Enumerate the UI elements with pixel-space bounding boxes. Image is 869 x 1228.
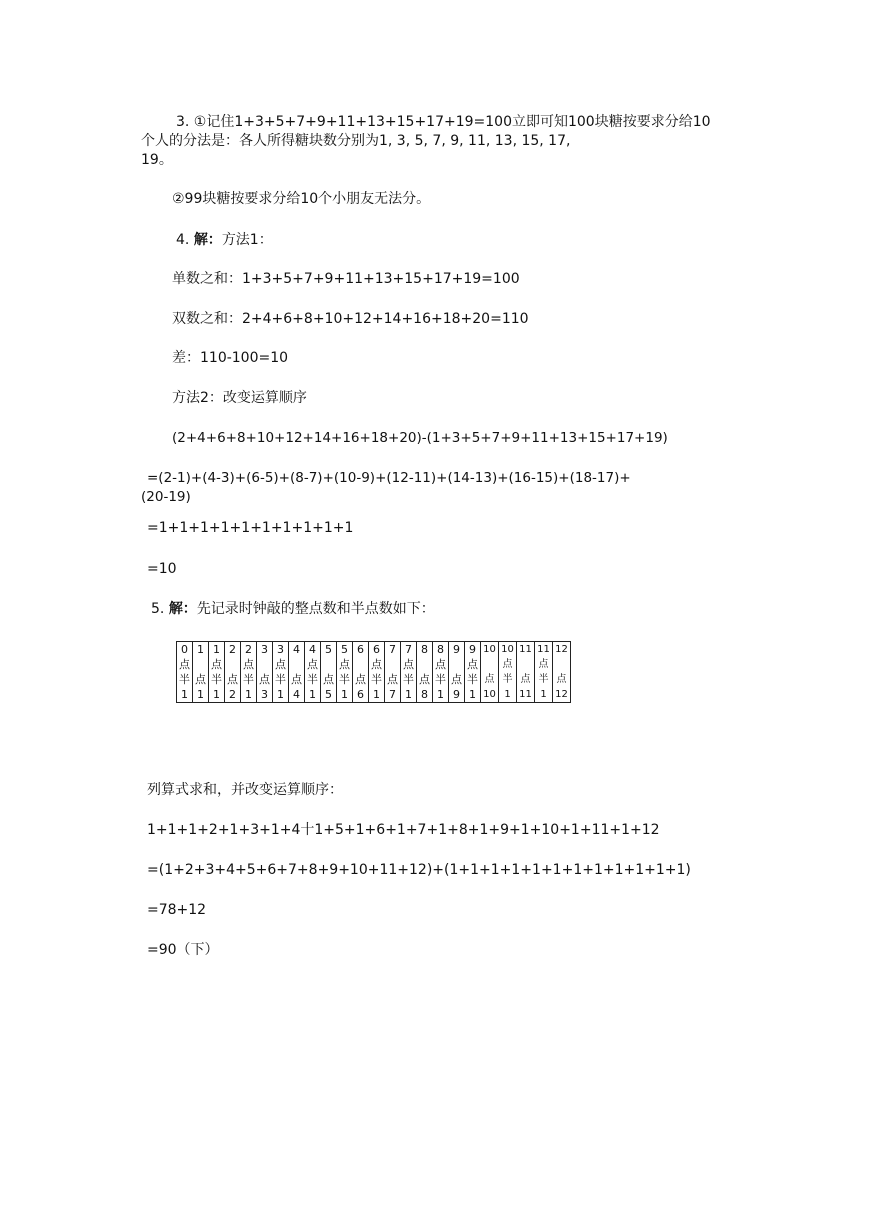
- clock-cell-text: 点: [435, 658, 446, 671]
- clock-table-cell: [209, 642, 225, 703]
- clock-table-cell: [241, 642, 257, 703]
- clock-cell-text: 6: [357, 688, 364, 701]
- clock-cell-text: 点: [556, 674, 567, 685]
- clock-cell-text: 6: [357, 643, 364, 656]
- clock-cell-text: [225, 657, 240, 672]
- clock-cell-text: 1: [373, 688, 380, 701]
- clock-cell-text: 点: [211, 658, 222, 671]
- clock-table-cell: [449, 642, 465, 703]
- q5-jie: 解：: [168, 601, 197, 617]
- clock-cell-text: 点: [355, 673, 366, 686]
- clock-cell-text: 2: [229, 688, 236, 701]
- clock-cell-text: 半: [502, 674, 513, 685]
- clock-cell-text: 11: [519, 689, 532, 700]
- clock-cell-text: 2: [245, 643, 252, 656]
- clock-cell-text: 点: [403, 658, 414, 671]
- clock-cell-text: 1: [469, 688, 476, 701]
- clock-cell-text: 点: [451, 673, 462, 686]
- clock-cell-text: 半: [243, 673, 254, 686]
- clock-cell-text: 3: [277, 643, 284, 656]
- clock-cell-text: 9: [469, 643, 476, 656]
- clock-cell-text: 半: [307, 673, 318, 686]
- clock-cell-text: 半: [435, 673, 446, 686]
- q4-expr4: =10: [147, 561, 177, 577]
- clock-cell-text: 点: [520, 674, 531, 685]
- clock-cell-text: 6: [373, 643, 380, 656]
- q3-line2: 个人的分法是：各人所得糖块数分别为1, 3, 5, 7, 9, 11, 13, 15, 17,: [141, 133, 571, 149]
- clock-cell-text: 11: [519, 644, 532, 655]
- clock-cell-text: [257, 657, 272, 672]
- clock-table-cell: [193, 642, 209, 703]
- q4-expr2b: (20-19): [141, 489, 191, 505]
- clock-table-cell: [353, 642, 369, 703]
- q4-expr2a: =(2-1)+(4-3)+(6-5)+(8-7)+(10-9)+(12-11)+(14-13)+(16-15)+(18-17)+: [147, 470, 631, 486]
- clock-cell-text: 2: [229, 643, 236, 656]
- clock-table-cell: [177, 642, 193, 703]
- clock-cell-text: [193, 657, 208, 672]
- clock-cell-text: 点: [323, 673, 334, 686]
- q3-line1: 3. ①记住1+3+5+7+9+11+13+15+17+19=100立即可知100块糖按要求分给10: [176, 114, 711, 130]
- clock-cell-text: [553, 657, 570, 672]
- clock-cell-text: 点: [195, 673, 206, 686]
- clock-cell-text: 11: [537, 644, 550, 655]
- clock-table-cell: [499, 642, 517, 703]
- q4-odd-sum: 单数之和：1+3+5+7+9+11+13+15+17+19=100: [172, 271, 520, 287]
- clock-cell-text: [481, 657, 498, 672]
- q5-sum2: =(1+2+3+4+5+6+7+8+9+10+11+12)+(1+1+1+1+1+1+1+1+1+1+1+1): [147, 862, 691, 878]
- q4-diff: 差：110-100=10: [172, 350, 289, 366]
- clock-cell-text: 5: [325, 643, 332, 656]
- clock-cell-text: 12: [555, 689, 568, 700]
- clock-cell-text: 1: [540, 689, 547, 700]
- clock-table-cell: [337, 642, 353, 703]
- q4-expr1: (2+4+6+8+10+12+14+16+18+20)-(1+3+5+7+9+11+13+15+17+19): [172, 430, 668, 446]
- clock-cell-text: 1: [309, 688, 316, 701]
- clock-cell-text: [517, 657, 534, 672]
- clock-table-cell: [225, 642, 241, 703]
- q4-method2: 方法2：改变运算顺序: [172, 390, 307, 406]
- clock-cell-text: [321, 657, 336, 672]
- clock-cell-text: 1: [405, 688, 412, 701]
- q5-intro: 先记录时钟敲的整点数和半点数如下：: [196, 601, 435, 617]
- clock-cell-text: 10: [501, 644, 514, 655]
- clock-cell-text: [353, 657, 368, 672]
- clock-cell-text: 1: [504, 689, 511, 700]
- q4-even-sum: 双数之和：2+4+6+8+10+12+14+16+18+20=110: [172, 311, 529, 327]
- clock-cell-text: 1: [213, 643, 220, 656]
- q5-header: [151, 600, 435, 618]
- clock-cell-text: 半: [211, 673, 222, 686]
- q5-list-text: 列算式求和，并改变运算顺序：: [147, 782, 343, 798]
- clock-cell-text: 8: [421, 643, 428, 656]
- clock-table-cell: [305, 642, 321, 703]
- clock-cell-text: 1: [197, 643, 204, 656]
- clock-cell-text: 8: [437, 643, 444, 656]
- q4-method1: 方法1：: [221, 232, 273, 248]
- q5-sum4: =90（下）: [147, 942, 219, 958]
- q4-jie: 解：: [193, 232, 222, 248]
- clock-cell-text: 点: [275, 658, 286, 671]
- clock-table-cell: [535, 642, 553, 703]
- clock-table-cell: [273, 642, 289, 703]
- clock-table-cell: [553, 642, 571, 703]
- clock-table-cell: [321, 642, 337, 703]
- clock-cell-text: 半: [275, 673, 286, 686]
- q5-sum3: =78+12: [147, 902, 207, 918]
- clock-cell-text: 5: [325, 688, 332, 701]
- clock-cell-text: 半: [403, 673, 414, 686]
- clock-cell-text: 点: [291, 673, 302, 686]
- clock-table-cell: [481, 642, 499, 703]
- clock-cell-text: 点: [484, 674, 495, 685]
- clock-cell-text: 点: [419, 673, 430, 686]
- clock-cell-text: 1: [197, 688, 204, 701]
- q3-line4: ②99块糖按要求分给10个小朋友无法分。: [172, 191, 431, 207]
- q4-header: [176, 231, 273, 249]
- clock-cell-text: 4: [293, 643, 300, 656]
- clock-cell-text: 3: [261, 688, 268, 701]
- clock-strike-table: [176, 641, 571, 703]
- clock-cell-text: 点: [538, 659, 549, 670]
- clock-table-cell: [433, 642, 449, 703]
- clock-cell-text: 半: [179, 673, 190, 686]
- q3-line3: 19。: [141, 152, 173, 168]
- clock-cell-text: 0: [181, 643, 188, 656]
- clock-cell-text: 1: [245, 688, 252, 701]
- clock-table-cell: [465, 642, 481, 703]
- clock-table-row: [177, 642, 571, 703]
- clock-table-cell: [401, 642, 417, 703]
- clock-cell-text: 半: [538, 674, 549, 685]
- clock-cell-text: 点: [339, 658, 350, 671]
- clock-table-cell: [289, 642, 305, 703]
- clock-table-cell: [417, 642, 433, 703]
- clock-table-cell: [369, 642, 385, 703]
- clock-table-cell: [385, 642, 401, 703]
- clock-cell-text: 9: [453, 688, 460, 701]
- clock-cell-text: 10: [483, 644, 496, 655]
- clock-cell-text: 点: [227, 673, 238, 686]
- clock-cell-text: 半: [371, 673, 382, 686]
- clock-cell-text: [289, 657, 304, 672]
- clock-cell-text: 8: [421, 688, 428, 701]
- clock-cell-text: 1: [181, 688, 188, 701]
- q5-sum1: 1+1+1+2+1+3+1+4十1+5+1+6+1+7+1+8+1+9+1+10+1+11+1+12: [147, 822, 660, 838]
- q4-expr3: =1+1+1+1+1+1+1+1+1+1: [147, 520, 354, 536]
- q4-number: 4.: [176, 232, 190, 248]
- clock-cell-text: 4: [293, 688, 300, 701]
- clock-cell-text: 点: [387, 673, 398, 686]
- clock-cell-text: 点: [502, 659, 513, 670]
- clock-cell-text: 点: [467, 658, 478, 671]
- clock-cell-text: 7: [405, 643, 412, 656]
- clock-cell-text: 1: [277, 688, 284, 701]
- clock-cell-text: 点: [259, 673, 270, 686]
- clock-cell-text: 半: [467, 673, 478, 686]
- clock-cell-text: 9: [453, 643, 460, 656]
- clock-cell-text: 3: [261, 643, 268, 656]
- clock-cell-text: [449, 657, 464, 672]
- clock-cell-text: 12: [555, 644, 568, 655]
- q5-number: 5.: [151, 601, 165, 617]
- clock-cell-text: 5: [341, 643, 348, 656]
- clock-cell-text: [385, 657, 400, 672]
- clock-cell-text: 1: [213, 688, 220, 701]
- clock-table-cell: [257, 642, 273, 703]
- clock-cell-text: 点: [307, 658, 318, 671]
- clock-cell-text: 7: [389, 688, 396, 701]
- clock-cell-text: 1: [437, 688, 444, 701]
- clock-cell-text: 7: [389, 643, 396, 656]
- clock-cell-text: 1: [341, 688, 348, 701]
- clock-cell-text: 半: [339, 673, 350, 686]
- clock-cell-text: 10: [483, 689, 496, 700]
- clock-table-cell: [517, 642, 535, 703]
- clock-cell-text: [417, 657, 432, 672]
- clock-cell-text: 点: [179, 658, 190, 671]
- clock-cell-text: 点: [243, 658, 254, 671]
- clock-cell-text: 4: [309, 643, 316, 656]
- clock-cell-text: 点: [371, 658, 382, 671]
